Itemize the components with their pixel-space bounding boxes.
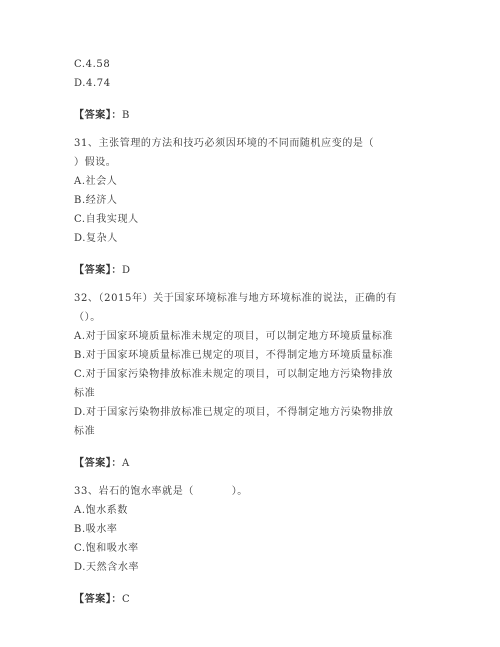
question-32-stem-line-2: （）。 <box>74 312 101 323</box>
option-a: A.饱水系数 <box>74 505 129 516</box>
option-c: C.4.58 <box>74 59 111 70</box>
option-c: C.饱和吸水率 <box>74 543 139 554</box>
answer-label: 【答案】： <box>74 265 122 276</box>
answer-label: 【答案】： <box>74 458 122 469</box>
option-b: B.对于国家环境质量标准已规定的项目，不得制定地方环境质量标准 <box>74 350 394 361</box>
answer-line <box>74 590 434 609</box>
answer-label: 【答案】： <box>74 594 122 605</box>
exam-page <box>74 55 434 618</box>
answer-line <box>74 454 434 473</box>
answer-label: 【答案】： <box>74 110 122 121</box>
answer-line <box>74 261 434 280</box>
option-a: A.社会人 <box>74 176 118 187</box>
question-31-stem-line-1: 31、主张管理的方法和技巧必须因环境的不同而随机应变的是（ <box>74 138 375 149</box>
option-d: D.天然含水率 <box>74 562 140 573</box>
option-d-continued: 标准 <box>74 426 96 437</box>
option-a: A.对于国家环境质量标准未规定的项目，可以制定地方环境质量标准 <box>74 331 393 342</box>
option-b: B.吸水率 <box>74 524 118 535</box>
answer-value: B <box>122 110 130 121</box>
option-c: C.自我实现人 <box>74 214 139 225</box>
question-32-stem-line-1: 32、（2015年）关于国家环境标准与地方环境标准的说法，正确的有 <box>74 293 397 304</box>
option-d: D.4.74 <box>74 78 111 89</box>
answer-value: A <box>122 458 130 469</box>
question-33-stem: 33、岩石的饱水率就是（ ）。 <box>74 486 248 497</box>
answer-value: C <box>122 594 131 605</box>
option-d: D.对于国家污染物排放标准已规定的项目，不得制定地方污染物排放 <box>74 407 394 418</box>
answer-line <box>74 106 434 125</box>
question-31-stem-line-2: ）假设。 <box>74 157 117 168</box>
answer-value: D <box>122 265 131 276</box>
option-b: B.经济人 <box>74 195 118 206</box>
option-c-continued: 标准 <box>74 388 96 399</box>
option-d: D.复杂人 <box>74 233 118 244</box>
option-c: C.对于国家污染物排放标准未规定的项目，可以制定地方污染物排放 <box>74 369 394 380</box>
